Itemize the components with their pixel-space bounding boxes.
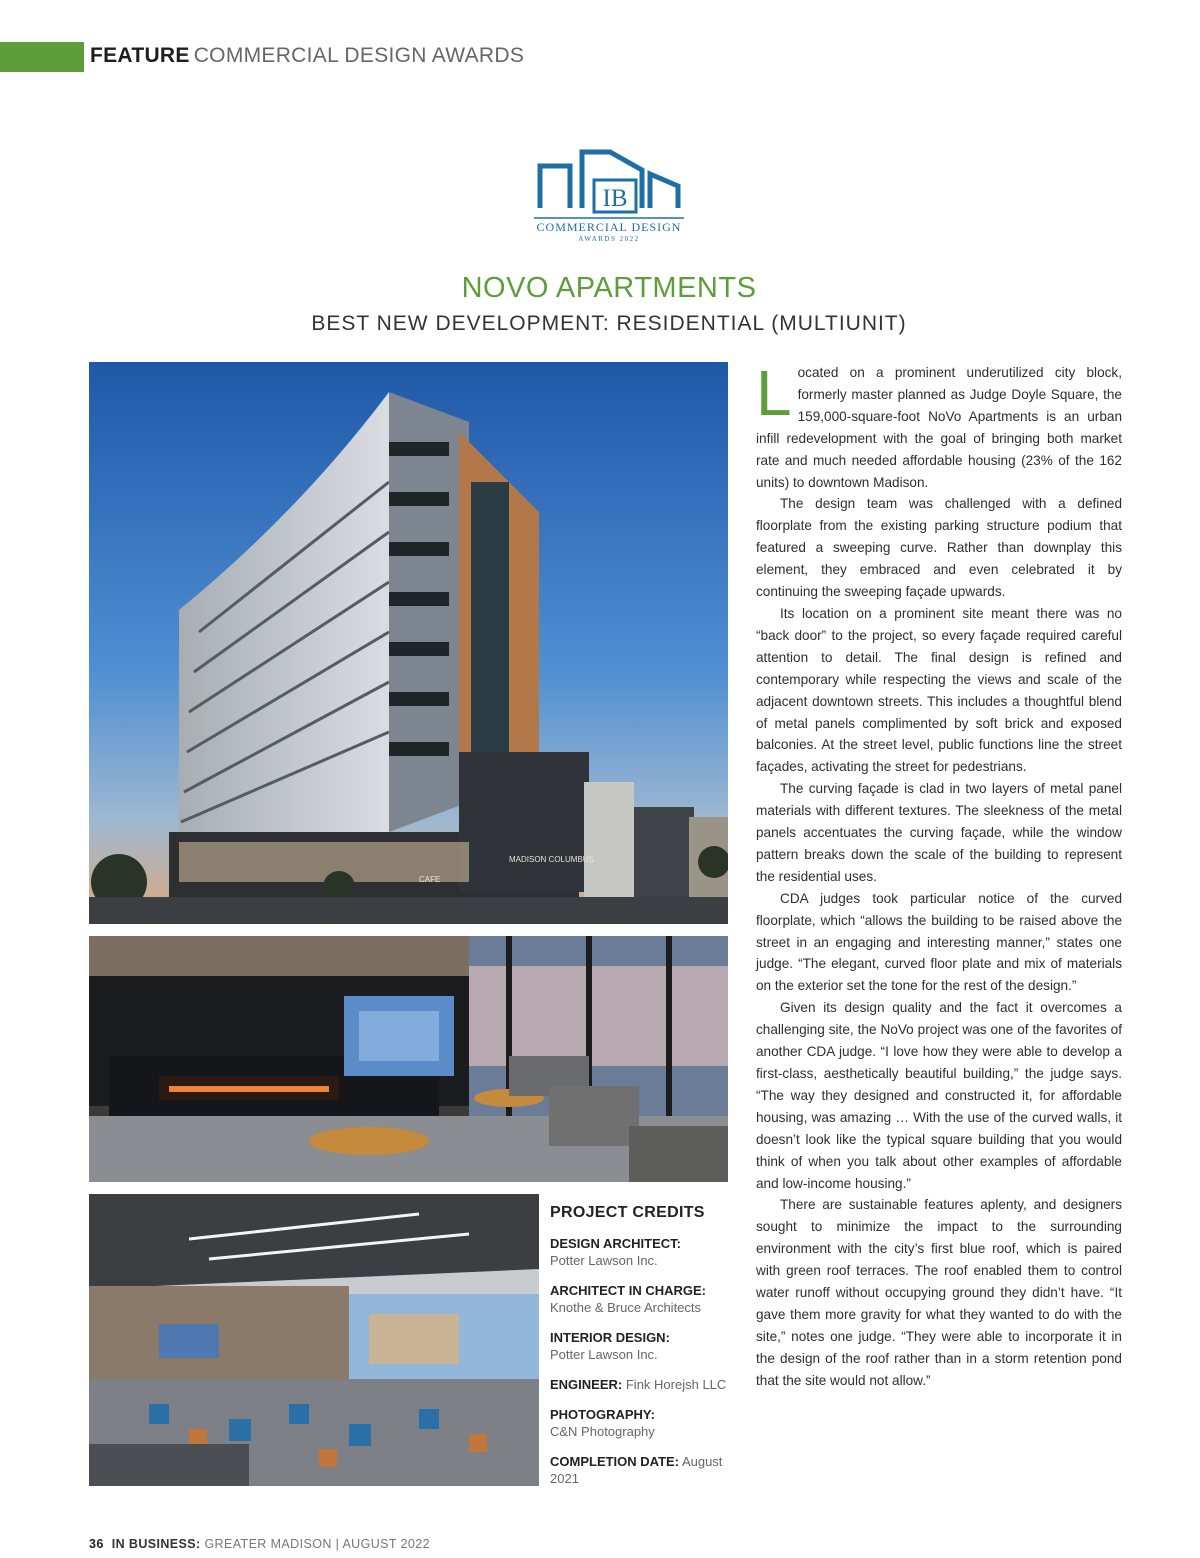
article-paragraph: CDA judges took particular notice of the curved floorplate, which “allows the building to be raised above the street in an engaging and interesting manner,” states one judge. “The elegant, curved floor plate and mix of materials on the exterior set the tone for the rest of the design.” bbox=[756, 890, 1122, 994]
section-title: COMMERCIAL DESIGN AWARDS bbox=[193, 44, 525, 67]
drop-cap: L bbox=[756, 357, 792, 429]
publication-issue: GREATER MADISON | AUGUST 2022 bbox=[204, 1537, 430, 1551]
article-paragraph: The curving façade is clad in two layers of metal panel materials with different textures. The sleekness of the metal panels accentuates the curving façade, while the window pattern breaks down the scale of the building to represent the residential uses. bbox=[756, 781, 1122, 884]
exterior-sign-1: MADISON COLUMBUS bbox=[509, 855, 594, 864]
lounge-photo bbox=[89, 936, 728, 1182]
publication-name: IN BUSINESS: bbox=[111, 1537, 201, 1551]
credit-value: Knothe & Bruce Architects bbox=[550, 1300, 702, 1315]
logo-monogram: IB bbox=[602, 185, 628, 212]
credit-value: Potter Lawson Inc. bbox=[550, 1253, 658, 1268]
credit-label: COMPLETION DATE: bbox=[550, 1454, 680, 1469]
credit-engineer bbox=[550, 1376, 750, 1393]
section-kicker: FEATURE bbox=[90, 44, 190, 67]
header-accent-bar bbox=[0, 42, 84, 72]
article-body bbox=[756, 357, 1122, 1392]
article-title: NOVO APARTMENTS bbox=[461, 272, 757, 304]
credit-photography bbox=[550, 1406, 750, 1440]
credit-label: INTERIOR DESIGN: bbox=[550, 1330, 670, 1345]
page-footer bbox=[89, 1537, 430, 1551]
credit-label: DESIGN ARCHITECT: bbox=[550, 1236, 681, 1251]
credit-value: August 2021 bbox=[550, 1454, 723, 1486]
credit-label: ARCHITECT IN CHARGE: bbox=[550, 1283, 706, 1298]
credit-value: Potter Lawson Inc. bbox=[550, 1347, 658, 1362]
section-header bbox=[90, 44, 524, 68]
award-logo bbox=[530, 146, 688, 246]
credit-label: ENGINEER: bbox=[550, 1377, 623, 1392]
credit-architect-in-charge bbox=[550, 1282, 750, 1316]
article-subtitle: BEST NEW DEVELOPMENT: RESIDENTIAL (MULTIUNIT) bbox=[311, 312, 907, 335]
exterior-sign-2: CAFE bbox=[419, 875, 441, 884]
logo-line-1: COMMERCIAL DESIGN bbox=[536, 220, 682, 234]
article-paragraph: Its location on a prominent site meant there was no “back door” to the project, so every façade required careful attention to detail. The final design is refined and contemporary while respecting the views and scale of the adjacent downtown streets. This includes a thoughtful blend of metal panels complimented by soft brick and exposed balconies. At the street level, public functions line the street façades, activating the street for pedestrians. bbox=[756, 605, 1122, 775]
community-room-photo bbox=[89, 1194, 539, 1486]
project-credits bbox=[550, 1204, 750, 1500]
exterior-photo bbox=[89, 362, 728, 924]
paragraph-text: ocated on a prominent underutilized city block, formerly master planned as Judge Doyle Square, the 159,000-square-foot NoVo Apartments is an urban infill redevelopment with the goal of bringing both market rate and much needed affordable housing (23% of the 162 units) to downtown Madison. bbox=[756, 365, 1122, 490]
credit-interior-design bbox=[550, 1329, 750, 1363]
credit-completion-date bbox=[550, 1453, 750, 1487]
credit-value: C&N Photography bbox=[550, 1424, 655, 1439]
article-paragraph bbox=[756, 357, 1122, 493]
article-paragraph: There are sustainable features aplenty, and designers sought to minimize the impact to the surrounding environment with the city’s first blue roof, which is paired with green roof terraces. The roof enabled them to control water runoff without occupying ground they didn’t have. “It gave them more gravity for what they wanted to do with the site,” notes one judge. “They were able to incorporate it in the design of the roof rather than in a storm retention pond that the site would not allow.” bbox=[756, 1197, 1122, 1388]
credit-label: PHOTOGRAPHY: bbox=[550, 1407, 655, 1422]
page-number: 36 bbox=[89, 1537, 104, 1551]
credit-value: Fink Horejsh LLC bbox=[625, 1377, 727, 1392]
credits-heading: PROJECT CREDITS bbox=[550, 1204, 705, 1221]
article-paragraph: Given its design quality and the fact it overcomes a challenging site, the NoVo project was one of the favorites of another CDA judge. “I love how they were able to develop a first-class, aesthetically beautiful building,” the judge says. “The way they designed and constructed it, for affordable housing, was amazing … With the use of the curved walls, it doesn’t look like the typical square building that you would think of when you talk about other examples of affordable and low-income housing.” bbox=[756, 1000, 1122, 1191]
article-paragraph: The design team was challenged with a defined floorplate from the existing parking structure podium that featured a sweeping curve. Rather than downplay this element, they embraced and even celebrated it by continuing the sweeping façade upwards. bbox=[756, 496, 1122, 600]
credit-design-architect bbox=[550, 1235, 750, 1269]
logo-line-2: AWARDS 2022 bbox=[578, 235, 640, 243]
